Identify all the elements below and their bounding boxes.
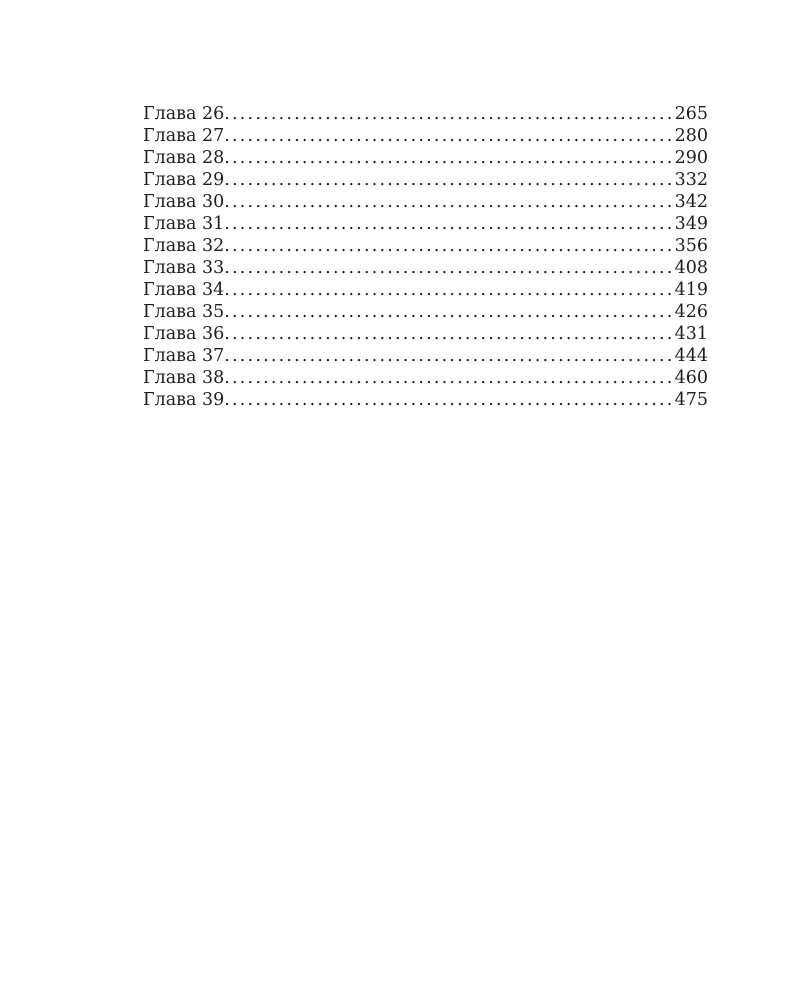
- toc-entry: [143, 169, 708, 191]
- dot-leader: [224, 235, 673, 257]
- chapter-title: Глава 38: [143, 368, 225, 388]
- page-number: 265: [674, 104, 708, 124]
- dot-leader: [224, 213, 673, 235]
- chapter-title: Глава 26: [143, 104, 225, 124]
- chapter-title: Глава 39: [143, 390, 225, 410]
- page-number: 460: [674, 368, 708, 388]
- dot-leader: [224, 367, 673, 389]
- page-number: 342: [674, 192, 708, 212]
- toc-entry: [143, 301, 708, 323]
- dot-leader: [224, 125, 673, 147]
- page-number: 290: [674, 148, 708, 168]
- chapter-title: Глава 33: [143, 258, 225, 278]
- toc-entry: [143, 389, 708, 411]
- chapter-title: Глава 28: [143, 148, 225, 168]
- page-number: 349: [674, 214, 708, 234]
- toc-entry: [143, 235, 708, 257]
- toc-entry: [143, 367, 708, 389]
- chapter-title: Глава 37: [143, 346, 225, 366]
- page-number: 280: [674, 126, 708, 146]
- chapter-title: Глава 31: [143, 214, 225, 234]
- page-number: 356: [674, 236, 708, 256]
- dot-leader: [224, 191, 673, 213]
- page-number: 332: [674, 170, 708, 190]
- toc-entry: [143, 191, 708, 213]
- toc-entry: [143, 103, 708, 125]
- dot-leader: [224, 257, 673, 279]
- page-number: 431: [674, 324, 708, 344]
- page-number: 475: [674, 390, 708, 410]
- dot-leader: [224, 147, 673, 169]
- toc-entry: [143, 257, 708, 279]
- page-number: 408: [674, 258, 708, 278]
- table-of-contents: [143, 103, 708, 411]
- toc-entry: [143, 279, 708, 301]
- dot-leader: [224, 301, 673, 323]
- toc-entry: [143, 323, 708, 345]
- chapter-title: Глава 34: [143, 280, 225, 300]
- dot-leader: [224, 389, 673, 411]
- toc-entry: [143, 345, 708, 367]
- dot-leader: [224, 323, 673, 345]
- chapter-title: Глава 29: [143, 170, 225, 190]
- page-number: 426: [674, 302, 708, 322]
- chapter-title: Глава 32: [143, 236, 225, 256]
- page-number: 419: [674, 280, 708, 300]
- dot-leader: [224, 279, 673, 301]
- chapter-title: Глава 30: [143, 192, 225, 212]
- chapter-title: Глава 27: [143, 126, 225, 146]
- toc-entry: [143, 213, 708, 235]
- toc-entry: [143, 147, 708, 169]
- page-number: 444: [674, 346, 708, 366]
- dot-leader: [224, 169, 673, 191]
- chapter-title: Глава 36: [143, 324, 225, 344]
- dot-leader: [224, 103, 673, 125]
- dot-leader: [224, 345, 673, 367]
- toc-entry: [143, 125, 708, 147]
- chapter-title: Глава 35: [143, 302, 225, 322]
